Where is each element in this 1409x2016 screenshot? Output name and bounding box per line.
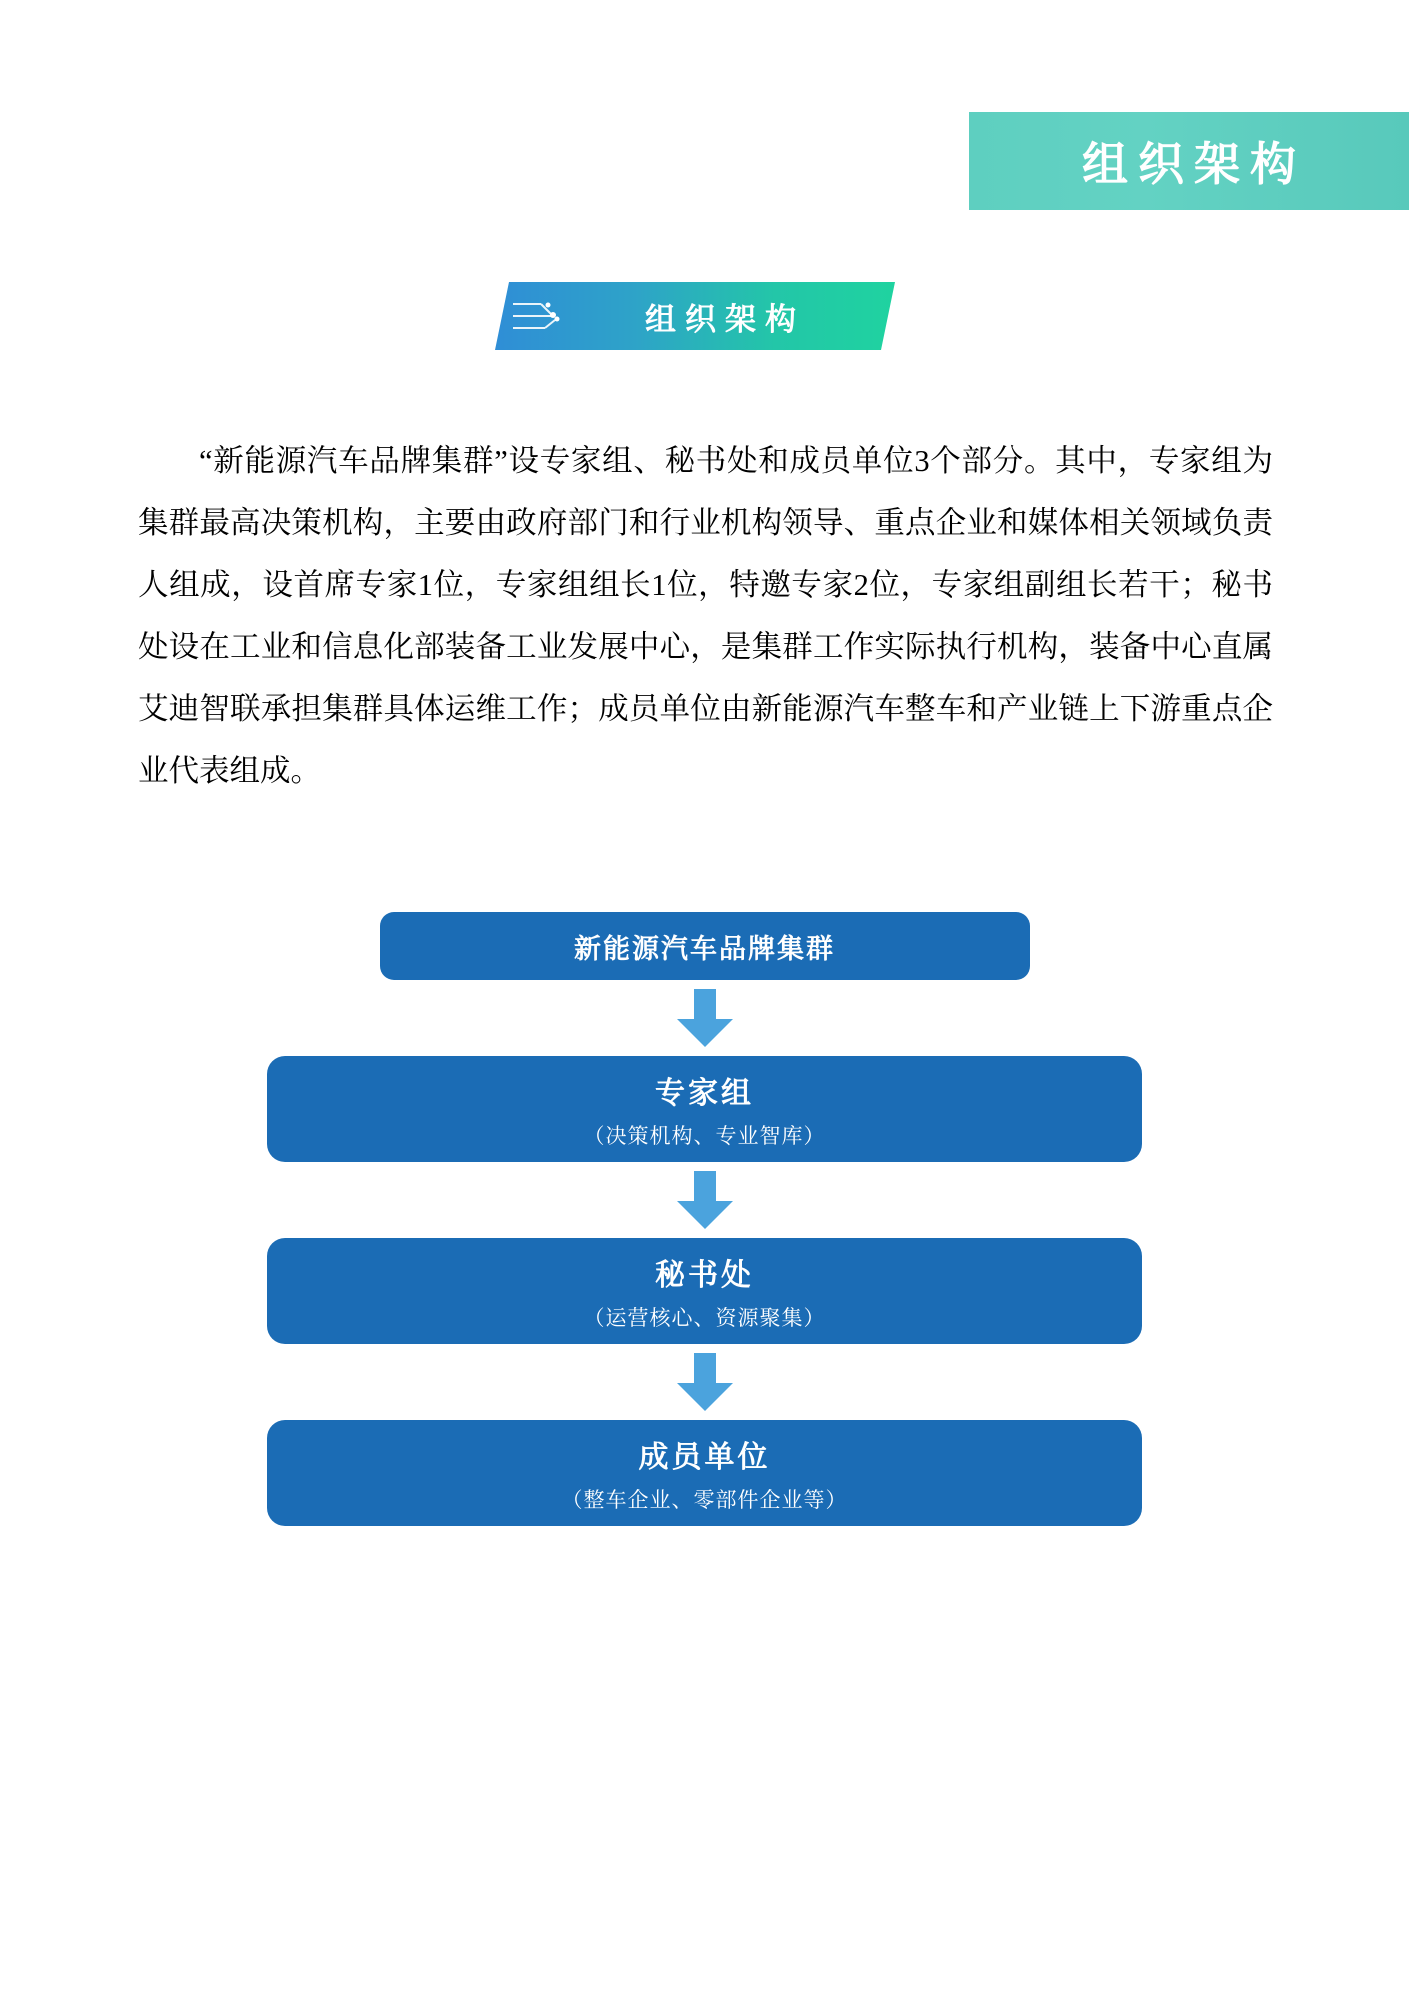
flow-node-expert-group-subtitle: （决策机构、专业智库） xyxy=(583,1124,826,1148)
flow-node-cluster-title: 新能源汽车品牌集群 xyxy=(574,933,835,964)
body-paragraph: “新能源汽车品牌集群”设专家组、秘书处和成员单位3个部分。其中，专家组为集群最高决策机构，主要由政府部门和行业机构领导、重点企业和媒体相关领域负责人组成，设首席专家1位，专家组组长1位，特邀专家2位，专家组副组长若干；秘书处设在工业和信息化部装备工业发展中心，是集群工作实际执行机构，装备中心直属艾迪智联承担集群具体运维工作；成员单位由新能源汽车整车和产业链上下游重点企业代表组成。 xyxy=(138,444,1273,788)
section-title-label: 组织架构 xyxy=(645,301,805,337)
flow-node-cluster xyxy=(380,912,1030,980)
flow-node-expert-group xyxy=(267,1056,1142,1162)
flow-row-2 xyxy=(0,1056,1409,1162)
flow-node-secretariat-subtitle: （运营核心、资源聚集） xyxy=(583,1306,826,1330)
arrow-down-icon xyxy=(675,989,735,1047)
flow-row-3 xyxy=(0,1238,1409,1344)
flow-node-secretariat-title: 秘书处 xyxy=(655,1259,754,1292)
flow-node-secretariat xyxy=(267,1238,1142,1344)
flow-arrow-1 xyxy=(0,980,1409,1056)
org-structure-flowchart xyxy=(0,912,1409,1526)
flow-arrow-2 xyxy=(0,1162,1409,1238)
corner-banner-label: 组织架构 xyxy=(1082,138,1306,190)
flow-arrow-3 xyxy=(0,1344,1409,1420)
flow-row-1 xyxy=(0,912,1409,980)
section-title-ribbon xyxy=(495,282,895,350)
arrow-down-icon xyxy=(675,1171,735,1229)
corner-banner xyxy=(969,112,1409,210)
flow-node-member-units xyxy=(267,1420,1142,1526)
flow-node-member-units-subtitle: （整车企业、零部件企业等） xyxy=(561,1488,848,1512)
flow-node-member-units-title: 成员单位 xyxy=(638,1441,771,1474)
flow-node-expert-group-title: 专家组 xyxy=(655,1077,754,1110)
arrow-down-icon xyxy=(675,1353,735,1411)
flow-row-4 xyxy=(0,1420,1409,1526)
